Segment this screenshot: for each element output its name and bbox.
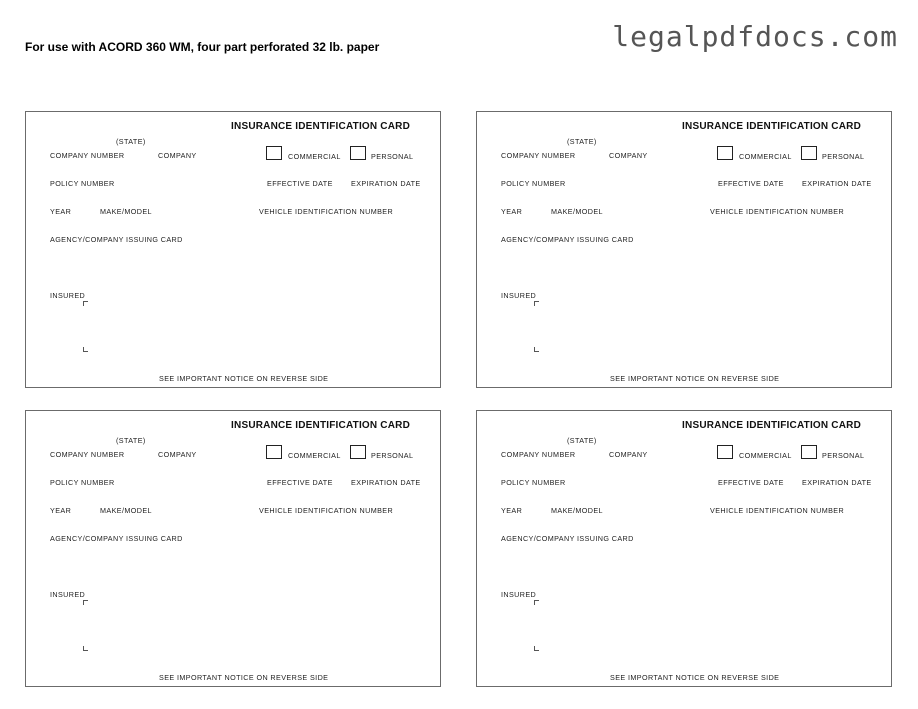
policy-number-label: POLICY NUMBER [50, 179, 115, 188]
expiration-date-label: EXPIRATION DATE [351, 478, 421, 487]
insured-label: INSURED [50, 590, 86, 599]
notice-text: SEE IMPORTANT NOTICE ON REVERSE SIDE [159, 673, 329, 682]
personal-label: PERSONAL [371, 152, 414, 161]
year-label: YEAR [501, 207, 523, 216]
company-number-label: COMPANY NUMBER [501, 151, 576, 160]
agency-label: AGENCY/COMPANY ISSUING CARD [50, 534, 183, 543]
state-label: (STATE) [567, 137, 597, 146]
expiration-date-label: EXPIRATION DATE [802, 179, 872, 188]
insurance-card-1 [25, 111, 441, 388]
agency-label: AGENCY/COMPANY ISSUING CARD [501, 235, 634, 244]
card-title: INSURANCE IDENTIFICATION CARD [231, 121, 410, 132]
make-model-label: MAKE/MODEL [100, 506, 152, 515]
personal-label: PERSONAL [371, 451, 414, 460]
watermark-text: legalpdfdocs.com [612, 20, 898, 53]
address-corner-top [83, 600, 88, 605]
agency-label: AGENCY/COMPANY ISSUING CARD [50, 235, 183, 244]
commercial-label: COMMERCIAL [288, 451, 341, 460]
vin-label: VEHICLE IDENTIFICATION NUMBER [259, 207, 394, 216]
address-corner-bottom [534, 646, 539, 651]
make-model-label: MAKE/MODEL [100, 207, 152, 216]
company-label: COMPANY [609, 151, 648, 160]
effective-date-label: EFFECTIVE DATE [718, 179, 784, 188]
company-label: COMPANY [158, 151, 197, 160]
company-label: COMPANY [609, 450, 648, 459]
company-number-label: COMPANY NUMBER [50, 450, 125, 459]
vin-label: VEHICLE IDENTIFICATION NUMBER [259, 506, 394, 515]
commercial-label: COMMERCIAL [739, 152, 792, 161]
commercial-label: COMMERCIAL [288, 152, 341, 161]
personal-label: PERSONAL [822, 152, 865, 161]
commercial-checkbox[interactable] [266, 146, 282, 160]
company-number-label: COMPANY NUMBER [501, 450, 576, 459]
year-label: YEAR [50, 207, 72, 216]
insurance-card-4 [476, 410, 892, 687]
card-title: INSURANCE IDENTIFICATION CARD [231, 420, 410, 431]
year-label: YEAR [50, 506, 72, 515]
year-label: YEAR [501, 506, 523, 515]
insured-label: INSURED [50, 291, 86, 300]
agency-label: AGENCY/COMPANY ISSUING CARD [501, 534, 634, 543]
company-label: COMPANY [158, 450, 197, 459]
notice-text: SEE IMPORTANT NOTICE ON REVERSE SIDE [610, 374, 780, 383]
expiration-date-label: EXPIRATION DATE [802, 478, 872, 487]
personal-checkbox[interactable] [350, 146, 366, 160]
notice-text: SEE IMPORTANT NOTICE ON REVERSE SIDE [159, 374, 329, 383]
notice-text: SEE IMPORTANT NOTICE ON REVERSE SIDE [610, 673, 780, 682]
expiration-date-label: EXPIRATION DATE [351, 179, 421, 188]
personal-label: PERSONAL [822, 451, 865, 460]
policy-number-label: POLICY NUMBER [50, 478, 115, 487]
state-label: (STATE) [116, 137, 146, 146]
commercial-checkbox[interactable] [266, 445, 282, 459]
commercial-checkbox[interactable] [717, 445, 733, 459]
make-model-label: MAKE/MODEL [551, 506, 603, 515]
policy-number-label: POLICY NUMBER [501, 478, 566, 487]
make-model-label: MAKE/MODEL [551, 207, 603, 216]
state-label: (STATE) [116, 436, 146, 445]
insured-label: INSURED [501, 590, 537, 599]
card-title: INSURANCE IDENTIFICATION CARD [682, 420, 861, 431]
insured-label: INSURED [501, 291, 537, 300]
personal-checkbox[interactable] [350, 445, 366, 459]
vin-label: VEHICLE IDENTIFICATION NUMBER [710, 506, 845, 515]
address-corner-top [534, 600, 539, 605]
address-corner-bottom [83, 347, 88, 352]
personal-checkbox[interactable] [801, 445, 817, 459]
card-title: INSURANCE IDENTIFICATION CARD [682, 121, 861, 132]
header-note: For use with ACORD 360 WM, four part perforated 32 lb. paper [25, 40, 380, 54]
address-corner-bottom [83, 646, 88, 651]
policy-number-label: POLICY NUMBER [501, 179, 566, 188]
vin-label: VEHICLE IDENTIFICATION NUMBER [710, 207, 845, 216]
commercial-checkbox[interactable] [717, 146, 733, 160]
effective-date-label: EFFECTIVE DATE [718, 478, 784, 487]
effective-date-label: EFFECTIVE DATE [267, 478, 333, 487]
state-label: (STATE) [567, 436, 597, 445]
effective-date-label: EFFECTIVE DATE [267, 179, 333, 188]
company-number-label: COMPANY NUMBER [50, 151, 125, 160]
address-corner-top [83, 301, 88, 306]
commercial-label: COMMERCIAL [739, 451, 792, 460]
insurance-card-2 [476, 111, 892, 388]
insurance-card-3 [25, 410, 441, 687]
address-corner-top [534, 301, 539, 306]
personal-checkbox[interactable] [801, 146, 817, 160]
address-corner-bottom [534, 347, 539, 352]
